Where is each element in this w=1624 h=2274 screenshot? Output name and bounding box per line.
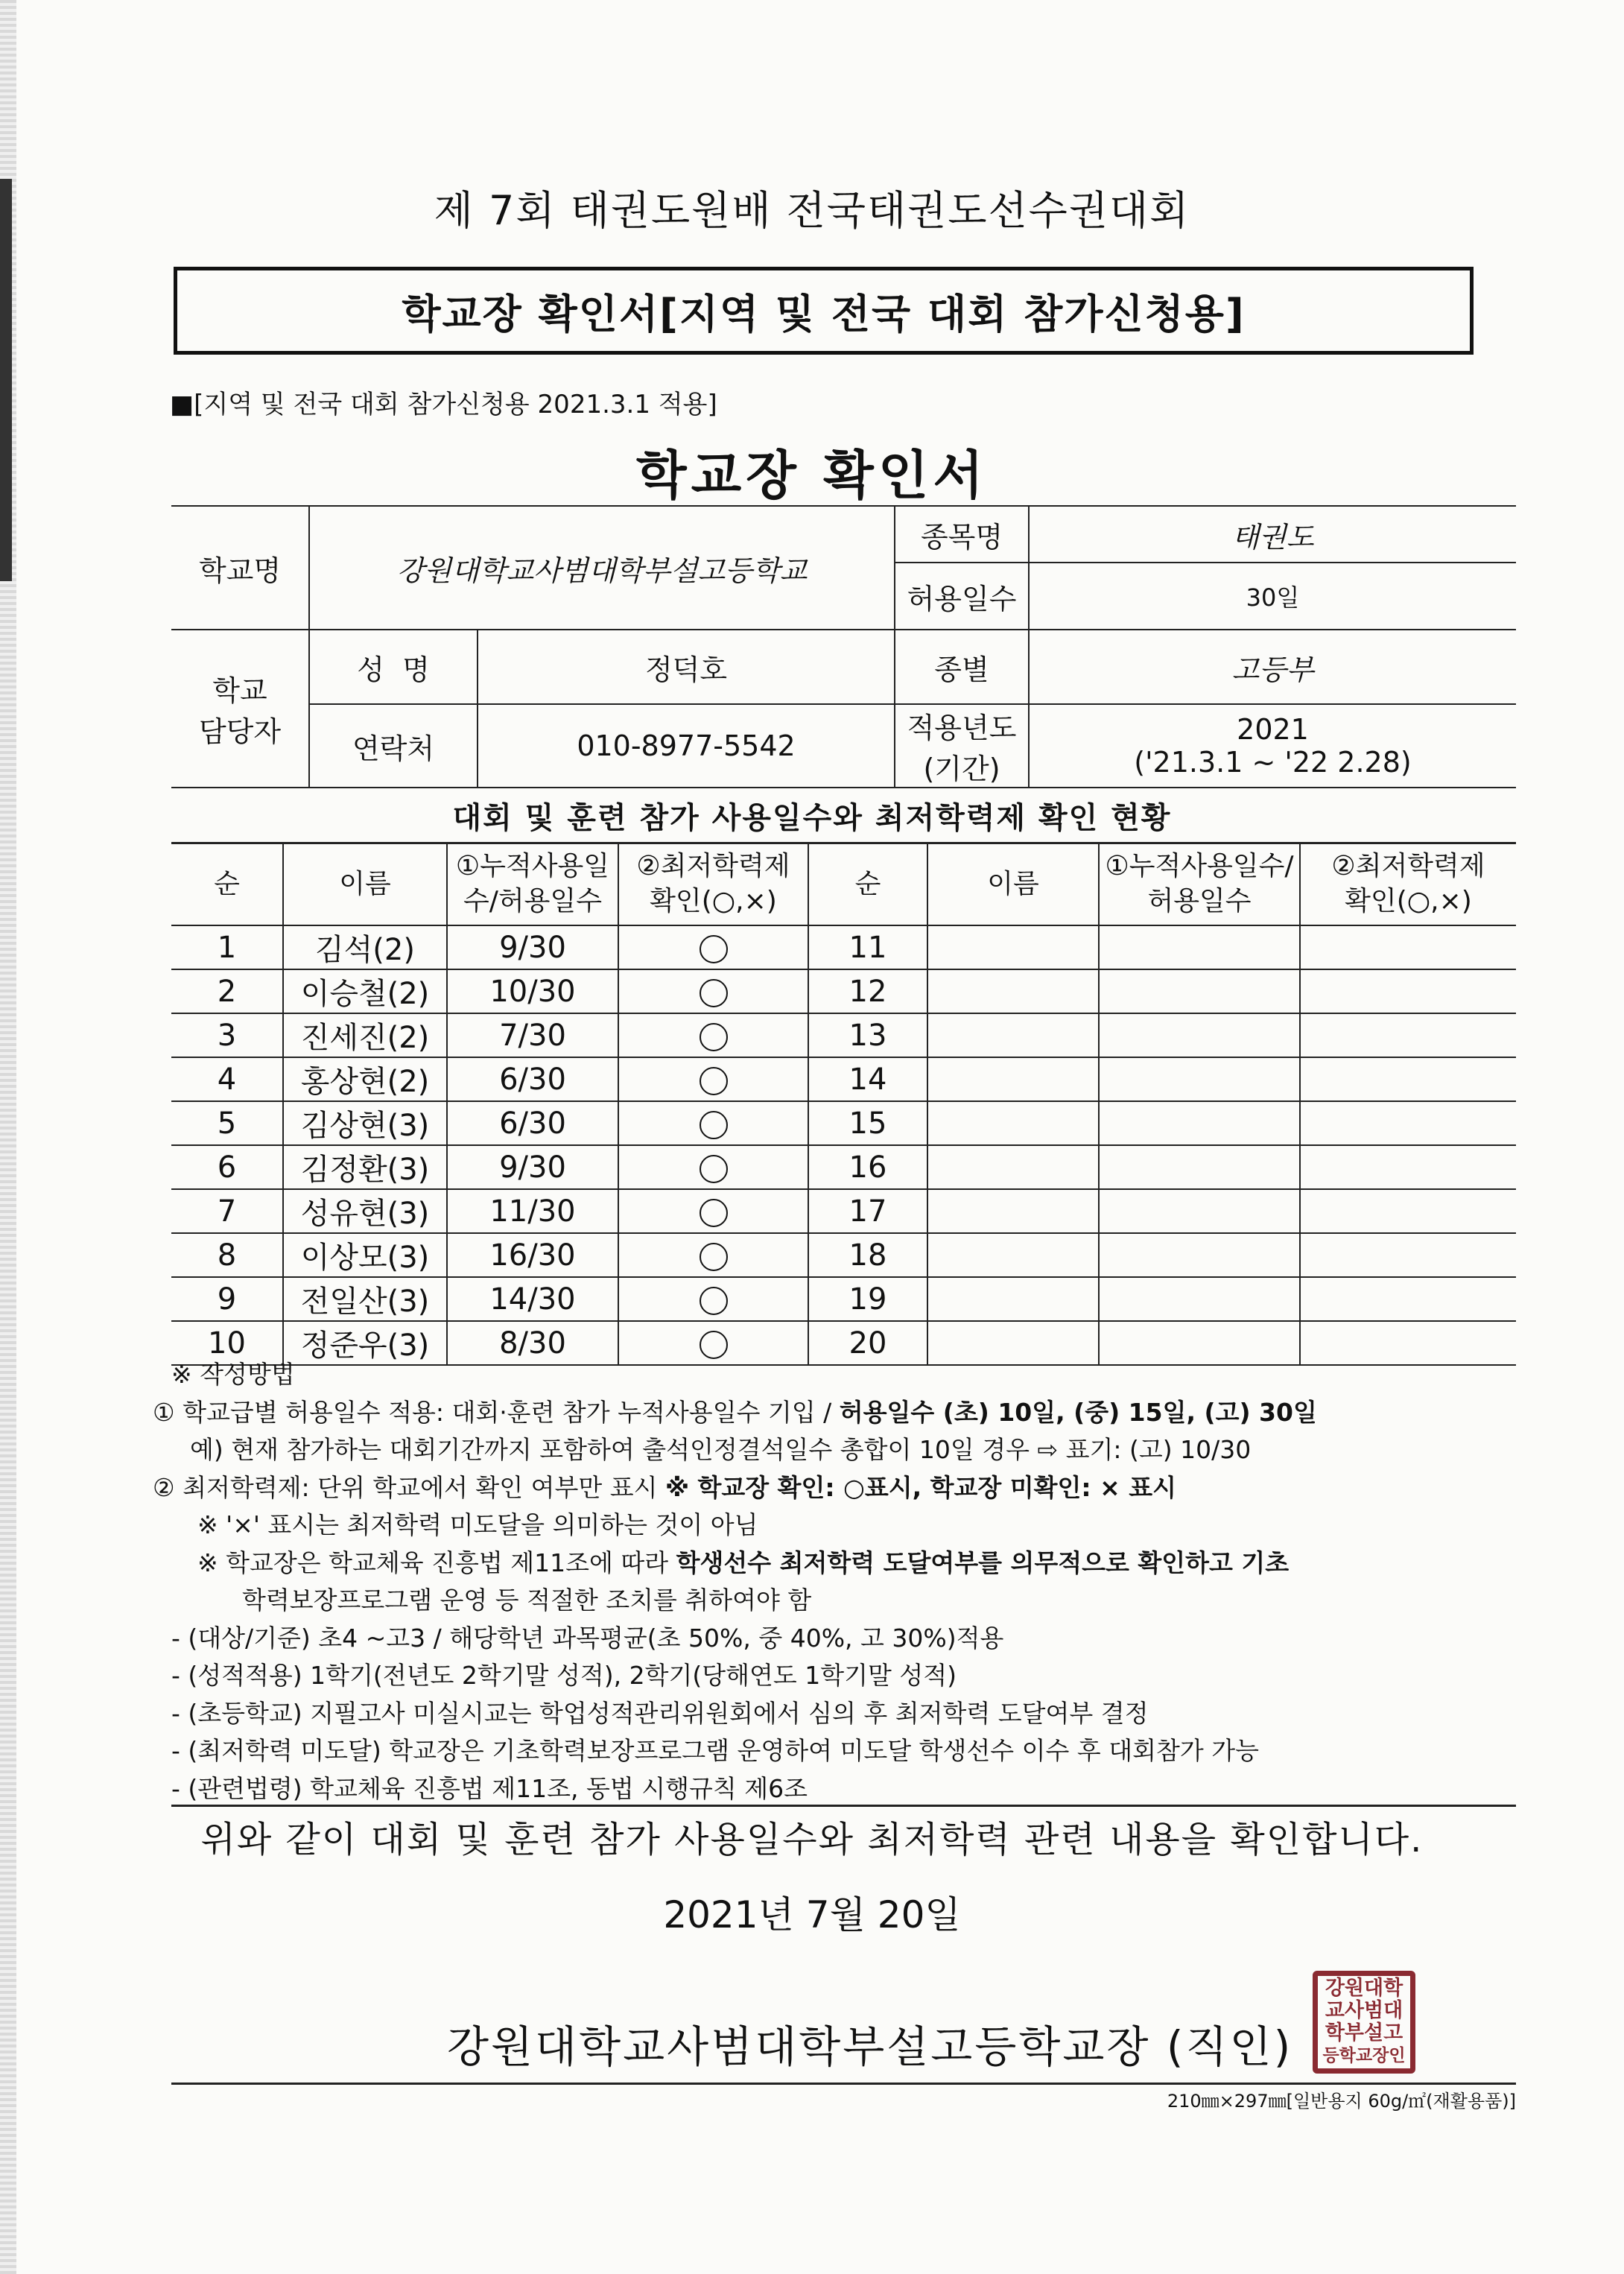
col-check-line2: 확인(○,×) <box>650 886 777 916</box>
check-circle-icon <box>700 1331 728 1359</box>
method-line-1a: ① 학교급별 허용일수 적용: 대회·훈련 참가 누적사용일수 기입 / <box>153 1397 840 1427</box>
method-line-7: - (대상/기준) 초4 ~고3 / 해당학년 과목평균(초 50%, 중 40%, 고 30%)적용 <box>171 1623 1004 1653</box>
check-circle-icon <box>700 1067 728 1095</box>
row-days: 6/30 <box>447 1057 618 1101</box>
row-check <box>618 1145 808 1189</box>
row-no-right: 18 <box>808 1233 927 1277</box>
row-check <box>618 969 808 1013</box>
row-name: 정준우(3) <box>283 1321 447 1365</box>
col-days-line1: ①누적사용일 <box>455 851 610 882</box>
table-row <box>171 1145 1516 1189</box>
row-no-right: 14 <box>808 1057 927 1101</box>
row-name-right <box>927 1189 1099 1233</box>
principal-signature: 강원대학교사범대학부설고등학교장 (직인) <box>447 2021 1293 2072</box>
row-no: 9 <box>171 1277 283 1321</box>
row-days: 6/30 <box>447 1101 618 1145</box>
row-name-right <box>927 1145 1099 1189</box>
row-check-right <box>1300 1145 1516 1189</box>
row-no: 4 <box>171 1057 283 1101</box>
col-no-right: 순 <box>808 843 927 926</box>
row-check <box>618 1277 808 1321</box>
method-line-3 <box>153 1469 1531 1507</box>
division-label: 종별 <box>895 630 1029 704</box>
status-heading: 대회 및 훈련 참가 사용일수와 최저학력제 확인 현황 <box>452 801 1172 835</box>
seal-line2: 교사범대 <box>1325 1999 1403 2022</box>
sport-label: 종목명 <box>895 506 1029 563</box>
row-name: 김석(2) <box>283 925 447 969</box>
manager-label-line1: 학교 <box>212 674 267 707</box>
row-check-right <box>1300 969 1516 1013</box>
col-no: 순 <box>171 843 283 926</box>
row-check-right <box>1300 1233 1516 1277</box>
col-days-right <box>1099 843 1300 926</box>
method-line-4: ※ '×' 표시는 최저학력 미도달을 의미하는 것이 아님 <box>197 1510 758 1539</box>
row-name-right <box>927 969 1099 1013</box>
row-days: 14/30 <box>447 1277 618 1321</box>
col-check-right-line2: 확인(○,×) <box>1345 886 1472 916</box>
row-check <box>618 1189 808 1233</box>
row-name: 이승철(2) <box>283 969 447 1013</box>
row-name-right <box>927 1277 1099 1321</box>
row-days-right <box>1099 1013 1300 1057</box>
check-circle-icon <box>700 1243 728 1271</box>
row-no-right: 17 <box>808 1189 927 1233</box>
row-check <box>618 1013 808 1057</box>
year-label <box>895 704 1029 788</box>
writing-method <box>153 1356 1531 1808</box>
row-no-right: 12 <box>808 969 927 1013</box>
table-row <box>171 1101 1516 1145</box>
allowed-days-value: 30일 <box>1029 563 1516 630</box>
check-circle-icon <box>700 979 728 1007</box>
division-value: 고등부 <box>1029 630 1516 704</box>
table-row <box>171 1233 1516 1277</box>
row-name: 김상현(3) <box>283 1101 447 1145</box>
row-days: 9/30 <box>447 925 618 969</box>
row-check <box>618 925 808 969</box>
issue-date: 2021년 7월 20일 <box>663 1893 961 1936</box>
row-days: 11/30 <box>447 1189 618 1233</box>
row-name: 이상모(3) <box>283 1233 447 1277</box>
contact-value: 010-8977-5542 <box>478 704 895 788</box>
row-name-right <box>927 1057 1099 1101</box>
school-label: 학교명 <box>171 506 309 630</box>
table-row <box>171 1277 1516 1321</box>
method-line-9: - (초등학교) 지필고사 미실시교는 학업성적관리위원회에서 심의 후 최저학력 도달여부 결정 <box>171 1698 1149 1728</box>
row-no: 5 <box>171 1101 283 1145</box>
row-name-right <box>927 1013 1099 1057</box>
col-days-right-line1: ①누적사용일수/ <box>1105 851 1294 882</box>
row-check-right <box>1300 925 1516 969</box>
seal-line4: 등학교장인 <box>1322 2046 1406 2065</box>
row-check-right <box>1300 1277 1516 1321</box>
method-line-6: 학력보장프로그램 운영 등 적절한 조치를 취하여야 함 <box>242 1586 812 1615</box>
confirm-statement: 위와 같이 대회 및 훈련 참가 사용일수와 최저학력 관련 내용을 확인합니다. <box>200 1819 1424 1860</box>
table-row <box>171 969 1516 1013</box>
row-no: 6 <box>171 1145 283 1189</box>
row-check-right <box>1300 1101 1516 1145</box>
row-days-right <box>1099 1101 1300 1145</box>
method-line-5b: 학생선수 최저학력 도달여부를 의무적으로 확인하고 기초 <box>676 1548 1290 1577</box>
table-row <box>171 1013 1516 1057</box>
row-check-right <box>1300 1057 1516 1101</box>
check-circle-icon <box>700 1111 728 1139</box>
check-circle-icon <box>700 1023 728 1051</box>
row-no-right: 15 <box>808 1101 927 1145</box>
row-days: 10/30 <box>447 969 618 1013</box>
contact-label: 연락처 <box>309 704 478 788</box>
row-days: 16/30 <box>447 1233 618 1277</box>
row-days: 8/30 <box>447 1321 618 1365</box>
row-check-right <box>1300 1189 1516 1233</box>
row-no: 7 <box>171 1189 283 1233</box>
year-value-line1: 2021 <box>1237 713 1309 746</box>
row-no-right: 20 <box>808 1321 927 1365</box>
table-row <box>171 1189 1516 1233</box>
name-label: 성 명 <box>309 630 478 704</box>
scan-edge-shadow <box>0 179 12 581</box>
form-title-box: 학교장 확인서[지역 및 전국 대회 참가신청용] <box>174 267 1474 355</box>
row-days-right <box>1099 925 1300 969</box>
main-title: 학교장 확인서 <box>635 445 989 506</box>
method-line-5 <box>153 1545 1531 1583</box>
row-days-right <box>1099 1277 1300 1321</box>
manager-label <box>171 630 309 788</box>
row-check-right <box>1300 1013 1516 1057</box>
table-row <box>171 925 1516 969</box>
year-label-line2: (기간) <box>923 753 1000 785</box>
row-name-right <box>927 1101 1099 1145</box>
school-value: 강원대학교사범대학부설고등학교 <box>309 506 895 630</box>
col-name-right: 이름 <box>927 843 1099 926</box>
row-no: 10 <box>171 1321 283 1365</box>
manager-label-line2: 담당자 <box>198 715 282 748</box>
check-circle-icon <box>700 935 728 963</box>
paper-spec: 210㎜×297㎜[일반용지 60g/㎡(재활용품)] <box>1167 2091 1516 2112</box>
col-check-right <box>1300 843 1516 926</box>
year-label-line1: 적용년도 <box>907 712 1017 744</box>
check-circle-icon <box>700 1287 728 1315</box>
method-line-2: 예) 현재 참가하는 대회기간까지 포함하여 출석인정결석일수 총합이 10일 경우 ⇨ 표기: (고) 10/30 <box>190 1435 1252 1464</box>
row-days: 9/30 <box>447 1145 618 1189</box>
row-days-right <box>1099 1057 1300 1101</box>
row-name: 진세진(2) <box>283 1013 447 1057</box>
row-check <box>618 1233 808 1277</box>
event-title: 제 7회 태권도원배 전국태권도선수권대회 <box>434 187 1190 234</box>
method-line-3a: ② 최저학력제: 단위 학교에서 확인 여부만 표시 <box>153 1472 665 1502</box>
row-no-right: 11 <box>808 925 927 969</box>
col-check-right-line1: ②최저학력제 <box>1331 851 1485 882</box>
row-no: 2 <box>171 969 283 1013</box>
year-value <box>1029 704 1516 788</box>
row-days-right <box>1099 969 1300 1013</box>
name-value: 정덕호 <box>478 630 895 704</box>
status-table <box>171 842 1516 1366</box>
method-line-1 <box>153 1394 1531 1432</box>
col-check <box>618 843 808 926</box>
row-no-right: 13 <box>808 1013 927 1057</box>
allowed-days-label: 허용일수 <box>895 563 1029 630</box>
row-name: 홍상현(2) <box>283 1057 447 1101</box>
row-check <box>618 1057 808 1101</box>
row-name: 김정환(3) <box>283 1145 447 1189</box>
row-no-right: 19 <box>808 1277 927 1321</box>
method-line-10: - (최저학력 미도달) 학교장은 기초학력보장프로그램 운영하여 미도달 학생선수 이수 후 대회참가 가능 <box>171 1736 1260 1765</box>
row-name-right <box>927 925 1099 969</box>
row-no: 1 <box>171 925 283 969</box>
method-line-1b: 허용일수 (초) 10일, (중) 15일, (고) 30일 <box>839 1397 1317 1427</box>
row-days-right <box>1099 1145 1300 1189</box>
row-name: 전일산(3) <box>283 1277 447 1321</box>
col-days-line2: 수/허용일수 <box>463 886 602 916</box>
row-days-right <box>1099 1233 1300 1277</box>
seal-line1: 강원대학 <box>1325 1977 1403 2000</box>
col-days-right-line2: 허용일수 <box>1147 886 1252 916</box>
seal-line3: 학부설고 <box>1325 2021 1403 2045</box>
row-days-right <box>1099 1189 1300 1233</box>
row-check <box>618 1101 808 1145</box>
table-row <box>171 1057 1516 1101</box>
row-no: 3 <box>171 1013 283 1057</box>
form-note: ■[지역 및 전국 대회 참가신청용 2021.3.1 적용] <box>170 390 717 419</box>
method-line-8: - (성적적용) 1학기(전년도 2학기말 성적), 2학기(당해연도 1학기말 성적) <box>171 1661 957 1690</box>
footer-line <box>171 2083 1516 2085</box>
row-no-right: 16 <box>808 1145 927 1189</box>
row-no: 8 <box>171 1233 283 1277</box>
official-seal <box>1313 1971 1415 2074</box>
check-circle-icon <box>700 1155 728 1183</box>
year-value-line2: ('21.3.1 ~ '22 2.28) <box>1134 746 1412 779</box>
method-line-11: - (관련법령) 학교체육 진흥법 제11조, 동법 시행규칙 제6조 <box>171 1773 808 1803</box>
method-line-5a: ※ 학교장은 학교체육 진흥법 제11조에 따라 <box>197 1548 676 1577</box>
status-table-body <box>171 925 1516 1365</box>
method-line-3b: ※ 학교장 확인: ○표시, 학교장 미확인: × 표시 <box>664 1472 1176 1502</box>
col-days <box>447 843 618 926</box>
row-days: 7/30 <box>447 1013 618 1057</box>
col-name: 이름 <box>283 843 447 926</box>
method-title: ※ 작성방법 <box>171 1360 295 1389</box>
divider-line <box>171 1805 1516 1807</box>
row-name: 성유현(3) <box>283 1189 447 1233</box>
row-name-right <box>927 1233 1099 1277</box>
school-info-table <box>171 505 1516 788</box>
col-check-line1: ②최저학력제 <box>636 851 790 882</box>
sport-value: 태권도 <box>1029 506 1516 563</box>
check-circle-icon <box>700 1199 728 1227</box>
